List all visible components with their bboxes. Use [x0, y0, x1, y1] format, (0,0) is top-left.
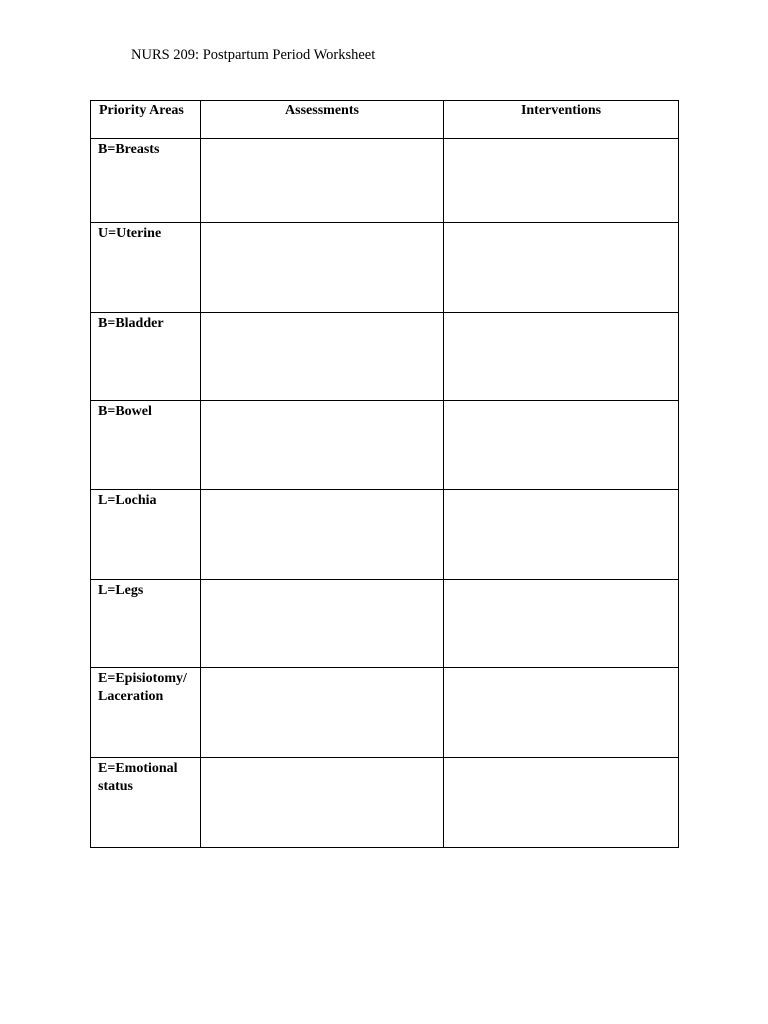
assessment-cell[interactable]	[201, 313, 444, 401]
priority-area-label: U=Uterine	[98, 226, 162, 241]
priority-area-label: E=Episiotomy/	[98, 671, 187, 686]
assessment-cell[interactable]	[201, 580, 444, 668]
priority-area-cell	[91, 580, 201, 668]
priority-area-cell	[91, 223, 201, 313]
header-assessments: Assessments	[201, 101, 444, 139]
assessment-cell[interactable]	[201, 668, 444, 758]
table-row	[91, 139, 679, 223]
intervention-cell[interactable]	[444, 401, 679, 490]
header-priority-areas: Priority Areas	[91, 101, 201, 139]
priority-area-cell	[91, 401, 201, 490]
table-row	[91, 223, 679, 313]
priority-area-label: E=Emotional	[98, 761, 178, 776]
assessment-cell[interactable]	[201, 223, 444, 313]
header-interventions: Interventions	[444, 101, 679, 139]
intervention-cell[interactable]	[444, 313, 679, 401]
table-row	[91, 580, 679, 668]
worksheet-table	[90, 100, 679, 848]
table-row	[91, 668, 679, 758]
assessment-cell[interactable]	[201, 490, 444, 580]
intervention-cell[interactable]	[444, 580, 679, 668]
priority-area-label-cont: Laceration	[98, 689, 164, 704]
priority-area-cell	[91, 758, 201, 848]
header-row	[91, 101, 679, 139]
priority-area-label: B=Breasts	[98, 142, 160, 157]
assessment-cell[interactable]	[201, 139, 444, 223]
priority-area-cell	[91, 139, 201, 223]
table-row	[91, 758, 679, 848]
table-row	[91, 490, 679, 580]
priority-area-label: L=Legs	[98, 583, 144, 598]
priority-area-label: B=Bladder	[98, 316, 164, 331]
assessment-cell[interactable]	[201, 401, 444, 490]
priority-area-cell	[91, 668, 201, 758]
intervention-cell[interactable]	[444, 139, 679, 223]
intervention-cell[interactable]	[444, 758, 679, 848]
document-title: NURS 209: Postpartum Period Worksheet	[131, 47, 376, 63]
intervention-cell[interactable]	[444, 490, 679, 580]
table-row	[91, 313, 679, 401]
priority-area-cell	[91, 313, 201, 401]
priority-area-label: L=Lochia	[98, 493, 157, 508]
table-row	[91, 401, 679, 490]
intervention-cell[interactable]	[444, 668, 679, 758]
assessment-cell[interactable]	[201, 758, 444, 848]
priority-area-label-cont: status	[98, 779, 134, 794]
priority-area-label: B=Bowel	[98, 404, 152, 419]
priority-area-cell	[91, 490, 201, 580]
intervention-cell[interactable]	[444, 223, 679, 313]
